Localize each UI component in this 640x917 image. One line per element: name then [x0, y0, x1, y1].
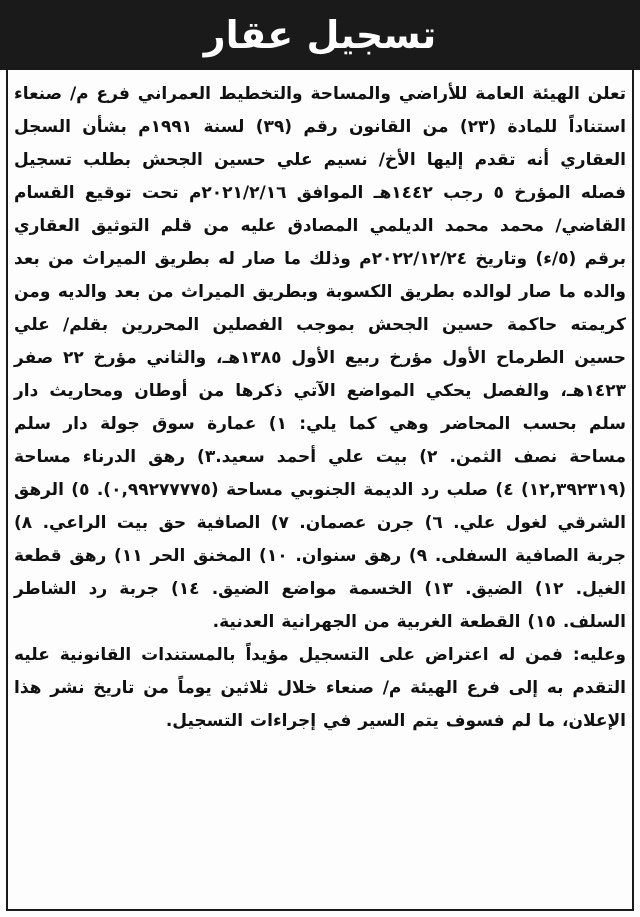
notice-body	[14, 78, 626, 738]
notice-paragraph-objection: وعليه: فمن له اعتراض على التسجيل مؤيداً بالمستندات القانونية عليه التقدم به إلى فرع الهيئة م/ صنعاء خلال ثلاثين يوماً من تاريخ نشر هذا الإعلان، ما لم فسوف يتم السير في إجراءات التسجيل.	[14, 645, 626, 731]
notice-title: تسجيل عقار	[203, 13, 437, 57]
notice-paragraph-main: تعلن الهيئة العامة للأراضي والمساحة والتخطيط العمراني فرع م/ صنعاء استناداً للمادة (٢٣) من القانون رقم (٣٩) لسنة ١٩٩١م بشأن السجل العقاري أنه تقدم إليها الأخ/ نسيم علي حسين الجحش بطلب تسجيل فصله المؤرخ ٥ رجب ١٤٤٢هـ الموافق ٢٠٢١/٢/١٦م تحت توقيع القسام القاضي/ محمد محمد الديلمي المصادق عليه من قلم التوثيق العقاري برقم (٥/ء) وتاريخ ٢٠٢٢/١٢/٢٤م وذلك ما صار له بطريق الميراث من بعد والده ما صار لوالده بطريق الكسوبة وبطريق الميراث من بعد والديه ومن كريمته حاكمة حسين الجحش بموجب الفصلين المحررين بقلم/ علي حسين الطرماح الأول مؤرخ ربيع الأول ١٣٨٥هـ، والثاني مؤرخ ٢٢ صفر ١٤٢٣هـ، والفصل يحكي المواضع الآتي ذكرها من أوطان ومحاريث دار سلم بحسب المحاضر وهي كما يلي: ١) عمارة سوق جولة دار سلم مساحة نصف الثمن. ٢) بيت علي أحمد سعيد.٣) رهق الدرناء مساحة (١٢,٣٩٢٣١٩) ٤) صلب رد الديمة الجنوبي مساحة (٠,٩٩٢٧٧٧٧٥). ٥) الرهق الشرقي لغول علي. ٦) جرن عصمان. ٧) الصافية حق بيت الراعي. ٨) جربة الصافية السفلى. ٩) رهق سنوان. ١٠) المخنق الحر ١١) رهق قطعة الغيل. ١٢) الضيق. ١٣) الخسمة مواضع الضيق. ١٤) جربة رد الشاطر السلف. ١٥) القطعة الغربية من الجهرانية العدنية.	[14, 84, 627, 632]
title-banner	[0, 0, 640, 70]
